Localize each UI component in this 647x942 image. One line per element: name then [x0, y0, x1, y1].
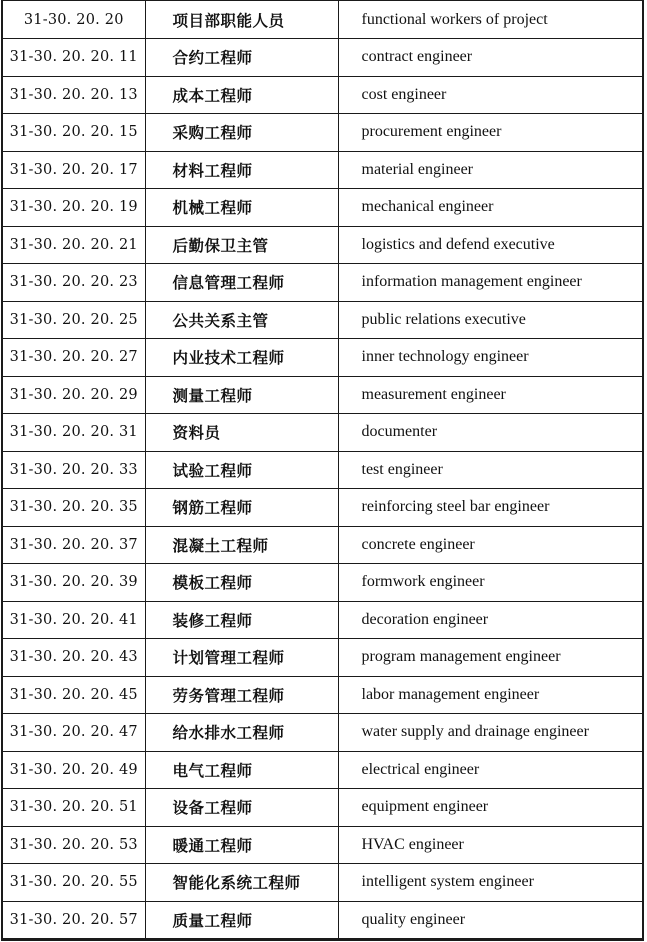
table-row	[3, 76, 642, 114]
english-name-cell: quality engineer	[338, 901, 642, 939]
code-cell: 31-30. 20. 20. 31	[3, 414, 145, 452]
english-name-cell: material engineer	[338, 151, 642, 189]
english-name-cell: contract engineer	[338, 39, 642, 77]
chinese-name-cell: 混凝土工程师	[145, 526, 338, 564]
chinese-name-cell: 计划管理工程师	[145, 639, 338, 677]
english-name-cell: procurement engineer	[338, 114, 642, 152]
table-row	[3, 864, 642, 902]
classification-table-frame	[1, 0, 644, 941]
chinese-name-cell: 机械工程师	[145, 189, 338, 227]
code-cell: 31-30. 20. 20. 19	[3, 189, 145, 227]
english-name-cell: cost engineer	[338, 76, 642, 114]
table-row	[3, 714, 642, 752]
table-row	[3, 601, 642, 639]
chinese-name-cell: 试验工程师	[145, 451, 338, 489]
chinese-name-cell: 装修工程师	[145, 601, 338, 639]
code-cell: 31-30. 20. 20. 25	[3, 301, 145, 339]
chinese-name-cell: 设备工程师	[145, 789, 338, 827]
chinese-name-cell: 成本工程师	[145, 76, 338, 114]
chinese-name-cell: 给水排水工程师	[145, 714, 338, 752]
code-cell: 31-30. 20. 20. 29	[3, 376, 145, 414]
chinese-name-cell: 后勤保卫主管	[145, 226, 338, 264]
chinese-name-cell: 劳务管理工程师	[145, 676, 338, 714]
code-cell: 31-30. 20. 20. 33	[3, 451, 145, 489]
code-cell: 31-30. 20. 20. 15	[3, 114, 145, 152]
english-name-cell: reinforcing steel bar engineer	[338, 489, 642, 527]
chinese-name-cell: 内业技术工程师	[145, 339, 338, 377]
code-cell: 31-30. 20. 20. 41	[3, 601, 145, 639]
code-cell: 31-30. 20. 20. 53	[3, 826, 145, 864]
chinese-name-cell: 材料工程师	[145, 151, 338, 189]
table-row	[3, 639, 642, 677]
english-name-cell: concrete engineer	[338, 526, 642, 564]
english-name-cell: program management engineer	[338, 639, 642, 677]
code-cell: 31-30. 20. 20	[3, 1, 145, 39]
english-name-cell: labor management engineer	[338, 676, 642, 714]
table-row	[3, 151, 642, 189]
code-cell: 31-30. 20. 20. 43	[3, 639, 145, 677]
english-name-cell: inner technology engineer	[338, 339, 642, 377]
english-name-cell: mechanical engineer	[338, 189, 642, 227]
table-row	[3, 564, 642, 602]
code-cell: 31-30. 20. 20. 23	[3, 264, 145, 302]
english-name-cell: intelligent system engineer	[338, 864, 642, 902]
code-cell: 31-30. 20. 20. 55	[3, 864, 145, 902]
code-cell: 31-30. 20. 20. 51	[3, 789, 145, 827]
english-name-cell: equipment engineer	[338, 789, 642, 827]
table-row	[3, 376, 642, 414]
table-row	[3, 114, 642, 152]
english-name-cell: information management engineer	[338, 264, 642, 302]
table-body	[3, 1, 642, 939]
table-row	[3, 676, 642, 714]
english-name-cell: electrical engineer	[338, 751, 642, 789]
table-row	[3, 39, 642, 77]
table-row	[3, 751, 642, 789]
chinese-name-cell: 质量工程师	[145, 901, 338, 939]
code-cell: 31-30. 20. 20. 13	[3, 76, 145, 114]
chinese-name-cell: 钢筋工程师	[145, 489, 338, 527]
chinese-name-cell: 公共关系主管	[145, 301, 338, 339]
chinese-name-cell: 智能化系统工程师	[145, 864, 338, 902]
table-row	[3, 826, 642, 864]
table-row	[3, 226, 642, 264]
code-cell: 31-30. 20. 20. 17	[3, 151, 145, 189]
table-row	[3, 789, 642, 827]
code-cell: 31-30. 20. 20. 11	[3, 39, 145, 77]
table-row	[3, 451, 642, 489]
english-name-cell: documenter	[338, 414, 642, 452]
english-name-cell: formwork engineer	[338, 564, 642, 602]
english-name-cell: water supply and drainage engineer	[338, 714, 642, 752]
english-name-cell: public relations executive	[338, 301, 642, 339]
chinese-name-cell: 测量工程师	[145, 376, 338, 414]
english-name-cell: logistics and defend executive	[338, 226, 642, 264]
chinese-name-cell: 采购工程师	[145, 114, 338, 152]
code-cell: 31-30. 20. 20. 57	[3, 901, 145, 939]
classification-table	[3, 1, 642, 939]
table-row	[3, 339, 642, 377]
chinese-name-cell: 资料员	[145, 414, 338, 452]
code-cell: 31-30. 20. 20. 47	[3, 714, 145, 752]
table-row	[3, 414, 642, 452]
table-row	[3, 901, 642, 939]
english-name-cell: functional workers of project	[338, 1, 642, 39]
table-row	[3, 301, 642, 339]
code-cell: 31-30. 20. 20. 35	[3, 489, 145, 527]
table-row	[3, 189, 642, 227]
table-row	[3, 1, 642, 39]
code-cell: 31-30. 20. 20. 49	[3, 751, 145, 789]
chinese-name-cell: 暖通工程师	[145, 826, 338, 864]
table-row	[3, 526, 642, 564]
chinese-name-cell: 信息管理工程师	[145, 264, 338, 302]
chinese-name-cell: 合约工程师	[145, 39, 338, 77]
english-name-cell: decoration engineer	[338, 601, 642, 639]
table-row	[3, 264, 642, 302]
code-cell: 31-30. 20. 20. 27	[3, 339, 145, 377]
code-cell: 31-30. 20. 20. 37	[3, 526, 145, 564]
table-row	[3, 489, 642, 527]
chinese-name-cell: 项目部职能人员	[145, 1, 338, 39]
english-name-cell: test engineer	[338, 451, 642, 489]
english-name-cell: HVAC engineer	[338, 826, 642, 864]
code-cell: 31-30. 20. 20. 45	[3, 676, 145, 714]
chinese-name-cell: 电气工程师	[145, 751, 338, 789]
code-cell: 31-30. 20. 20. 39	[3, 564, 145, 602]
chinese-name-cell: 模板工程师	[145, 564, 338, 602]
english-name-cell: measurement engineer	[338, 376, 642, 414]
code-cell: 31-30. 20. 20. 21	[3, 226, 145, 264]
